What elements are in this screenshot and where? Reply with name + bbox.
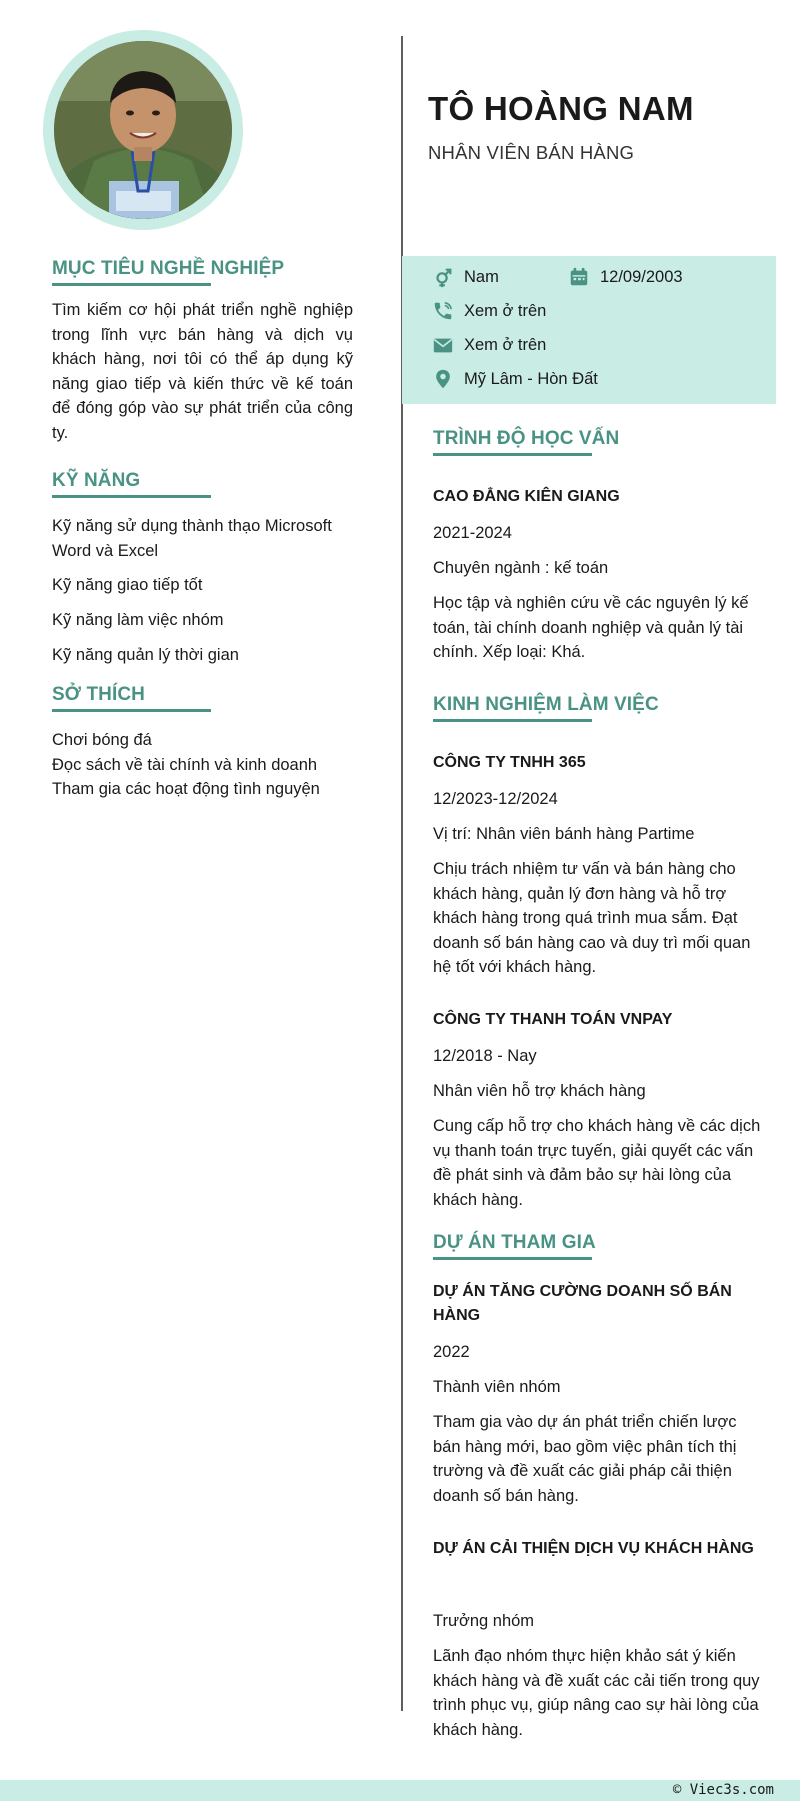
contact-birthday — [568, 266, 683, 288]
job-description: Cung cấp hỗ trợ cho khách hàng về các dịch vụ thanh toán trực tuyến, giải quyết các vấn đề phát sinh và đảm bảo sự hài lòng của khách hàng. — [433, 1117, 761, 1209]
calendar-icon — [568, 266, 590, 288]
job-period: 12/2023-12/2024 — [433, 790, 558, 808]
candidate-role: NHÂN VIÊN BÁN HÀNG — [428, 142, 635, 163]
project-name: DỰ ÁN TĂNG CƯỜNG DOANH SỐ BÁN HÀNG — [433, 1283, 732, 1324]
avatar — [54, 41, 232, 219]
phone-value: Xem ở trên — [464, 301, 547, 320]
job-position: Nhân viên hỗ trợ khách hàng — [433, 1082, 646, 1100]
objective-heading: MỤC TIÊU NGHỀ NGHIỆP — [52, 258, 284, 286]
contact-address — [432, 368, 598, 390]
education-heading: TRÌNH ĐỘ HỌC VẤN — [433, 428, 619, 456]
address-value: Mỹ Lâm - Hòn Đất — [464, 369, 598, 388]
objective-text: Tìm kiếm cơ hội phát triển nghề nghiệp trong lĩnh vực bán hàng và dịch vụ khách hàng, nơi tôi có thể áp dụng kỹ năng giao tiếp và kiến thức về kế toán để đóng góp vào sự phát triển của công ty. — [52, 301, 353, 442]
job-period: 12/2018 - Nay — [433, 1047, 537, 1065]
skill-item: Kỹ năng quản lý thời gian — [52, 646, 239, 664]
gender-value: Nam — [464, 267, 499, 286]
education-description: Học tập và nghiên cứu về các nguyên lý kế toán, tài chính doanh nghiệp và quản lý tài chính. Xếp loại: Khá. — [433, 594, 749, 661]
job-description: Chịu trách nhiệm tư vấn và bán hàng cho khách hàng, quản lý đơn hàng và hỗ trợ khách hàng trong quá trình mua sắm. Đạt doanh số bán hàng cao và duy trì mối quan hệ tốt với khách hàng. — [433, 860, 751, 976]
contact-email — [432, 334, 546, 356]
project-role: Trưởng nhóm — [433, 1612, 535, 1630]
email-value: Xem ở trên — [464, 335, 547, 354]
job-company: CÔNG TY THANH TOÁN VNPAY — [433, 1011, 673, 1028]
school-name: CAO ĐẲNG KIÊN GIANG — [433, 488, 620, 505]
education-period: 2021-2024 — [433, 524, 512, 542]
job-company: CÔNG TY TNHH 365 — [433, 754, 586, 771]
contact-phone — [432, 300, 546, 322]
education-major: Chuyên ngành : kế toán — [433, 559, 609, 577]
project-year: 2022 — [433, 1343, 470, 1361]
contact-panel — [402, 256, 776, 404]
hobby-item: Đọc sách về tài chính và kinh doanh — [52, 756, 318, 774]
contact-gender — [432, 266, 499, 288]
project-description: Lãnh đạo nhóm thực hiện khảo sát ý kiến khách hàng và đề xuất các cải tiến trong quy trình phục vụ, giúp nâng cao sự hài lòng của khách hàng. — [433, 1647, 760, 1739]
projects-heading: DỰ ÁN THAM GIA — [433, 1232, 596, 1260]
gender-icon — [432, 266, 454, 288]
footer-bar — [0, 1780, 800, 1801]
hobby-item: Tham gia các hoạt động tình nguyện — [52, 780, 320, 798]
birthday-value: 12/09/2003 — [600, 267, 683, 286]
location-pin-icon — [432, 368, 454, 390]
project-description: Tham gia vào dự án phát triển chiến lược bán hàng mới, bao gồm việc phân tích thị trường và đề xuất các giải pháp cải thiện doanh số bán hàng. — [433, 1413, 737, 1505]
project-role: Thành viên nhóm — [433, 1378, 561, 1396]
envelope-icon — [432, 334, 454, 356]
footer-copyright: © Viec3s.com — [672, 1782, 774, 1798]
hobbies-heading: SỞ THÍCH — [52, 684, 145, 712]
experience-heading: KINH NGHIỆM LÀM VIỆC — [433, 694, 659, 722]
avatar-ring — [43, 30, 243, 230]
avatar-photo — [54, 41, 232, 219]
hobby-item: Chơi bóng đá — [52, 731, 152, 749]
skill-item: Kỹ năng sử dụng thành thạo Microsoft Word và Excel — [52, 517, 332, 560]
skill-item: Kỹ năng giao tiếp tốt — [52, 576, 203, 594]
skill-item: Kỹ năng làm việc nhóm — [52, 611, 224, 629]
phone-icon — [432, 300, 454, 322]
project-name: DỰ ÁN CẢI THIỆN DỊCH VỤ KHÁCH HÀNG — [433, 1540, 754, 1557]
skills-heading: KỸ NĂNG — [52, 470, 140, 498]
job-position: Vị trí: Nhân viên bánh hàng Partime — [433, 825, 695, 843]
candidate-name: TÔ HOÀNG NAM — [428, 90, 694, 127]
